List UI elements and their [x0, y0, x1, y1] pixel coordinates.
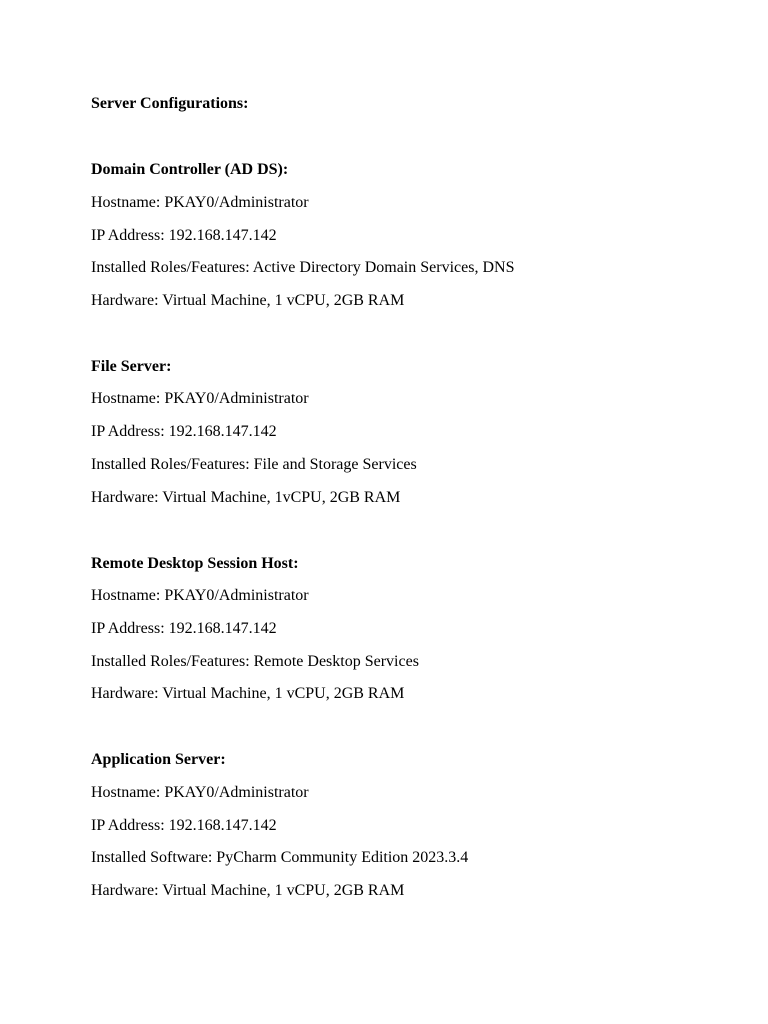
- file-server-hardware: Hardware: Virtual Machine, 1vCPU, 2GB RAM: [91, 489, 401, 506]
- application-server-hostname: Hostname: PKAY0/Administrator: [91, 784, 309, 801]
- page-heading: Server Configurations:: [91, 95, 249, 112]
- section-title-domain-controller: Domain Controller (AD DS):: [91, 161, 289, 178]
- rdsh-hardware: Hardware: Virtual Machine, 1 vCPU, 2GB RAM: [91, 685, 405, 702]
- section-title-application-server: Application Server:: [91, 751, 226, 768]
- application-server-ip: IP Address: 192.168.147.142: [91, 817, 277, 834]
- application-server-software: Installed Software: PyCharm Community Edition 2023.3.4: [91, 849, 469, 866]
- rdsh-ip: IP Address: 192.168.147.142: [91, 620, 277, 637]
- file-server-hostname: Hostname: PKAY0/Administrator: [91, 390, 309, 407]
- domain-controller-roles: Installed Roles/Features: Active Directory Domain Services, DNS: [91, 259, 515, 276]
- application-server-hardware: Hardware: Virtual Machine, 1 vCPU, 2GB RAM: [91, 882, 405, 899]
- domain-controller-hostname: Hostname: PKAY0/Administrator: [91, 194, 309, 211]
- domain-controller-hardware: Hardware: Virtual Machine, 1 vCPU, 2GB RAM: [91, 292, 405, 309]
- section-title-file-server: File Server:: [91, 358, 172, 375]
- rdsh-hostname: Hostname: PKAY0/Administrator: [91, 587, 309, 604]
- file-server-roles: Installed Roles/Features: File and Storage Services: [91, 456, 417, 473]
- file-server-ip: IP Address: 192.168.147.142: [91, 423, 277, 440]
- rdsh-roles: Installed Roles/Features: Remote Desktop Services: [91, 653, 419, 670]
- section-title-rdsh: Remote Desktop Session Host:: [91, 555, 299, 572]
- domain-controller-ip: IP Address: 192.168.147.142: [91, 227, 277, 244]
